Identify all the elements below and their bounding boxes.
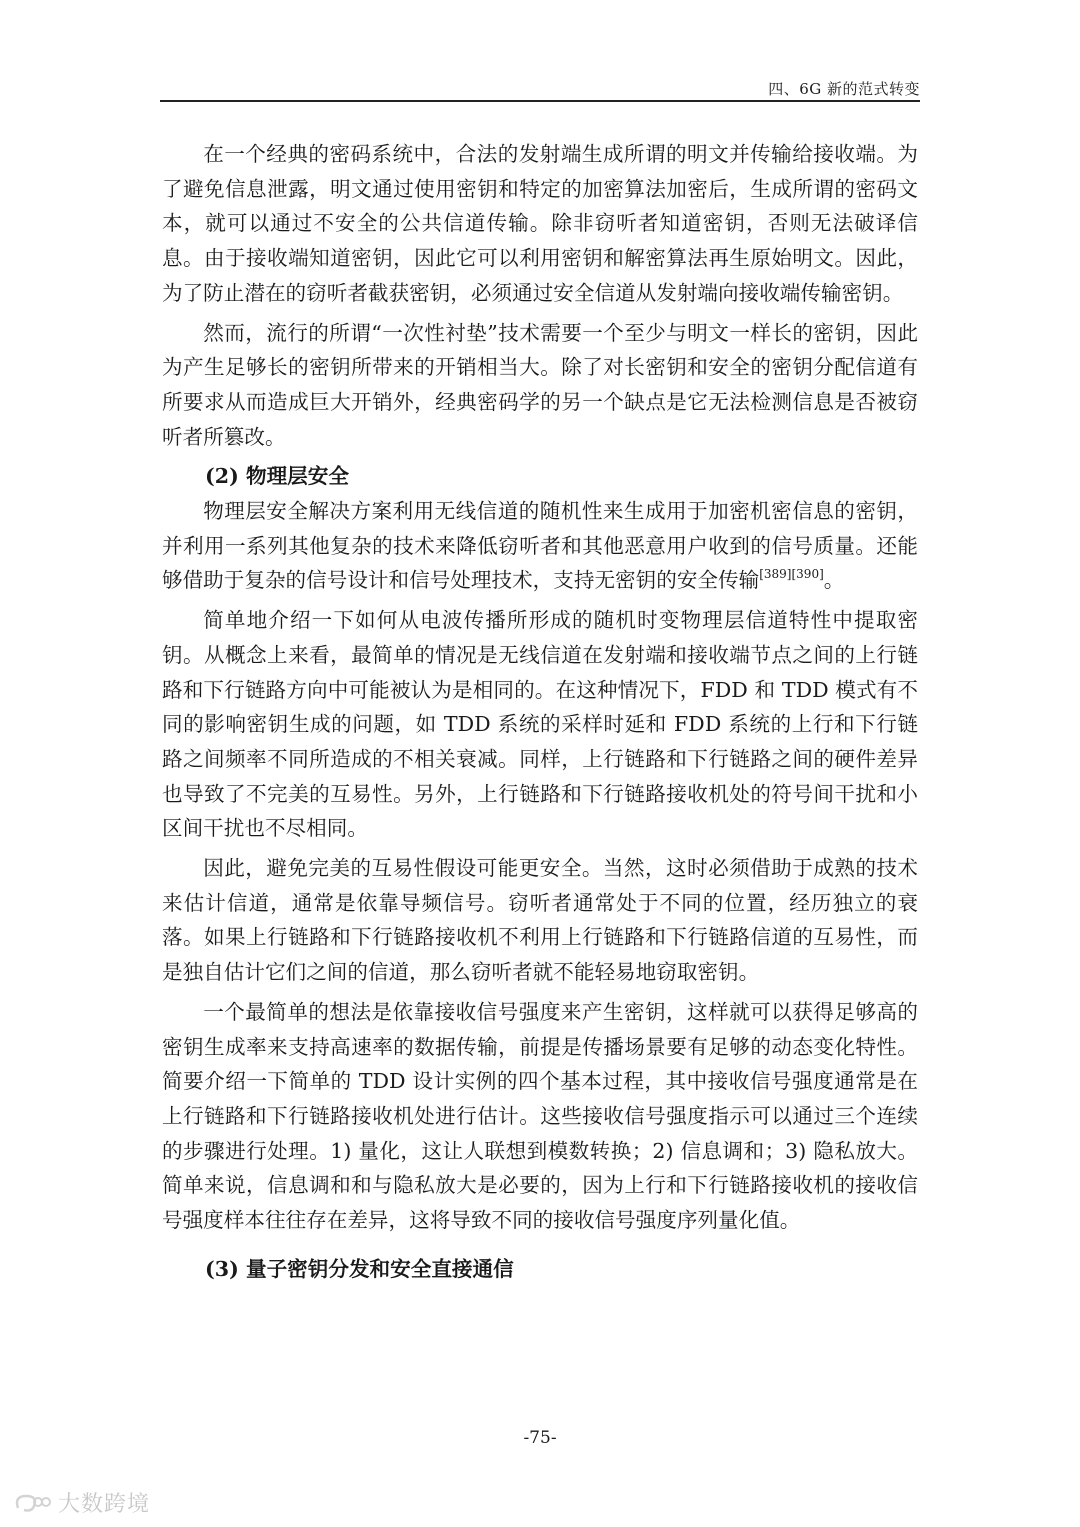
- header-title: 四、6G 新的范式转变: [768, 80, 920, 98]
- watermark-text: 大数跨境: [58, 1492, 151, 1517]
- paragraph-end: 。: [823, 568, 845, 593]
- citation-reference: [389][390]: [759, 567, 824, 582]
- paragraph: 因此，避免完美的互易性假设可能更安全。当然，这时必须借助于成熟的技术来估计信道，通常是依靠导频信号。窃听者通常处于不同的位置，经历独立的衰落。如果上行链路和下行链路接收机不利用上行链路和下行链路信道的互易性，而是独自估计它们之间的信道，那么窃听者就不能轻易地窃取密钥。: [162, 856, 918, 985]
- paragraph: 然而，流行的所谓“一次性衬垫”技术需要一个至少与明文一样长的密钥，因此为产生足够长的密钥所带来的开销相当大。除了对长密钥和安全的密钥分配信道有所要求从而造成巨大开销外，经典密码学的另一个缺点是它无法检测信息是否被窃听者所篡改。: [162, 320, 918, 449]
- paragraph: 在一个经典的密码系统中，合法的发射端生成所谓的明文并传输给接收端。为了避免信息泄露，明文通过使用密钥和特定的加密算法加密后，生成所谓的密码文本，就可以通过不安全的公共信道传输。除非窃听者知道密钥，否则无法破译信息。由于接收端知道密钥，因此它可以利用密钥和解密算法再生原始明文。因此，为了防止潜在的窃听者截获密钥，必须通过安全信道从发射端向接收端传输密钥。: [162, 142, 918, 305]
- section-heading: (2) 物理层安全: [205, 464, 349, 489]
- running-header: [160, 70, 920, 102]
- paragraph: 简单地介绍一下如何从电波传播所形成的随机时变物理层信道特性中提取密钥。从概念上来看，最简单的情况是无线信道在发射端和接收端节点之间的上行链路和下行链路方向中可能被认为是相同的。在这种情况下，FDD 和 TDD 模式有不同的影响密钥生成的问题，如 TDD 系统的采样时延和 FDD 系统的上行和下行链路之间频率不同所造成的不相关衰减。同样，上行链路和下行链路之间的硬件差异也导致了不完美的互易性。另外，上行链路和下行链路接收机处的符号间干扰和小区间干扰也不尽相同。: [162, 608, 918, 841]
- paragraph: 一个最简单的想法是依靠接收信号强度来产生密钥，这样就可以获得足够高的密钥生成率来支持高速率的数据传输，前提是传播场景要有足够的动态变化特性。简要介绍一下简单的 TDD 设计实例的四个基本过程，其中接收信号强度通常是在上行链路和下行链路接收机处进行估计。这些接收信号强度指示可以通过三个连续的步骤进行处理。1) 量化，这让人联想到模数转换；2) 信息调和；3) 隐私放大。简单来说，信息调和和与隐私放大是必要的，因为上行和下行链路接收机的接收信号强度样本往往存在差异，这将导致不同的接收信号强度序列量化值。: [162, 999, 918, 1233]
- page-body: [162, 137, 918, 1287]
- section-heading: (3) 量子密钥分发和安全直接通信: [205, 1256, 514, 1281]
- paragraph: [162, 494, 918, 598]
- page-number: -75-: [523, 1428, 557, 1448]
- paragraph-text: 物理层安全解决方案利用无线信道的随机性来生成用于加密机密信息的密钥，并利用一系列其他复杂的技术来降低窃听者和其他恶意用户收到的信号质量。还能够借助于复杂的信号设计和信号处理技术，支持无密钥的安全传输: [162, 499, 918, 593]
- watermark-logo-icon: [12, 1490, 52, 1516]
- watermark: [12, 1487, 150, 1518]
